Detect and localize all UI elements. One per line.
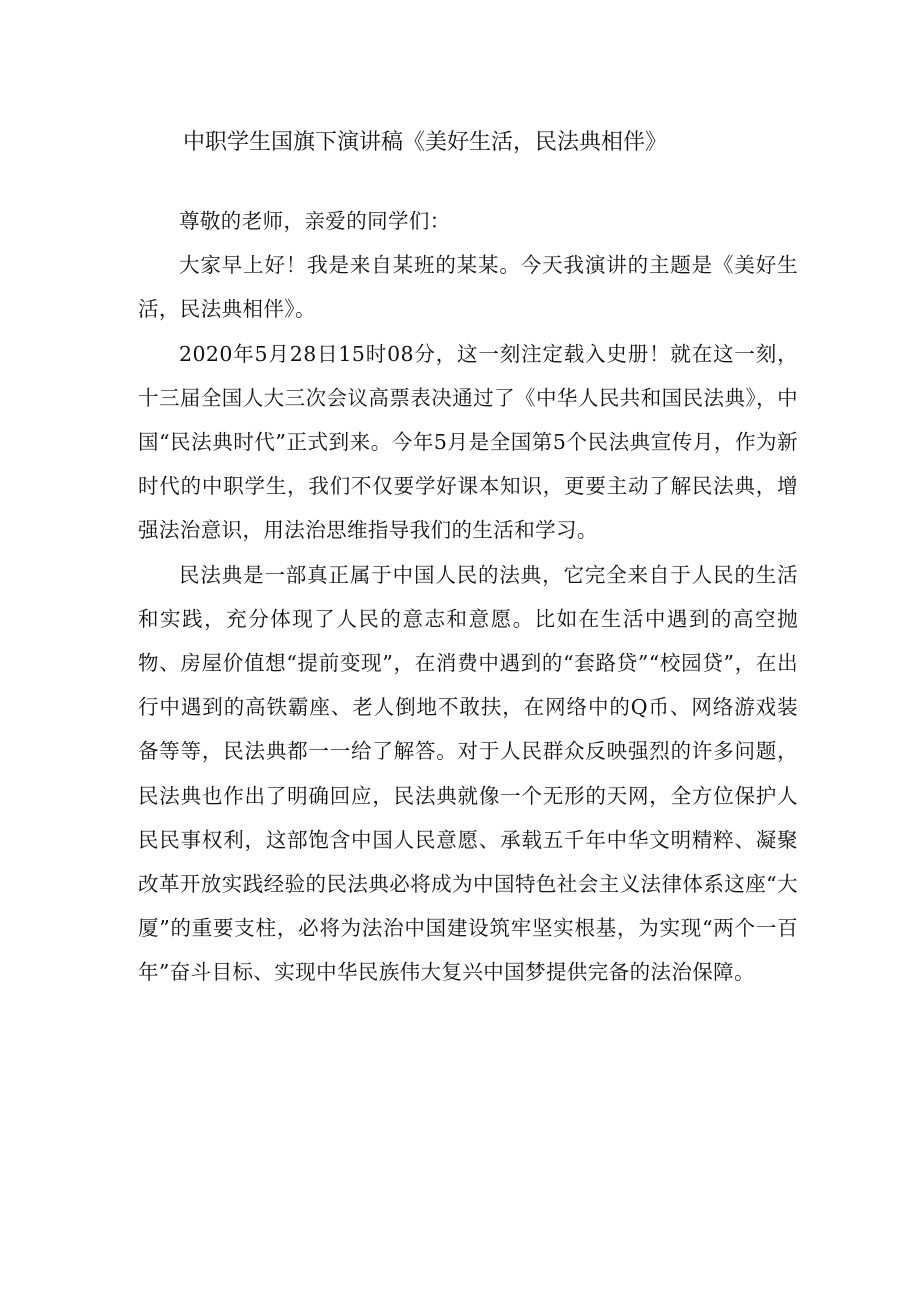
paragraph-intro: 大家早上好！我是来自某班的某某。今天我演讲的主题是《美好生活，民法典相伴》。 [138, 253, 798, 322]
paragraph-civil-code: 民法典是一部真正属于中国人民的法典，它完全来自于人民的生活和实践，充分体现了人民的意志和意愿。比如在生活中遇到的高空抛物、房屋价值想“提前变现”，在消费中遇到的“套路贷”“校园贷”，在出行中遇到的高铁霸座、老人倒地不敢扶，在网络中的Q币、网络游戏装备等等，民法典都一一给了解答。对于人民群众反映强烈的许多问题，民法典也作出了明确回应，民法典就像一个无形的天网，全方位保护人民民事权利，这部饱含中国人民意愿、承载五千年中华文明精粹、凝聚改革开放实践经验的民法典必将成为中国特色社会主义法律体系这座“大厦”的重要支柱，必将为法治中国建设筑牢坚实根基，为实现“两个一百年”奋斗目标、实现中华民族伟大复兴中国梦提供完备的法治保障。 [138, 562, 798, 985]
paragraph-greeting: 尊敬的老师，亲爱的同学们： [179, 209, 451, 233]
paragraph-date: 2020年5月28日15时08分，这一刻注定载入史册！就在这一刻，十三届全国人大三次会议高票表决通过了《中华人民共和国民法典》，中国“民法典时代”正式到来。今年5月是全国第5个民法典宣传月，作为新时代的中职学生，我们不仅要学好课本知识，更要主动了解民法典，增强法治意识，用法治思维指导我们的生活和学习。 [138, 341, 798, 543]
document-title: 中职学生国旗下演讲稿《美好生活，民法典相伴》 [183, 130, 668, 155]
document-body [138, 199, 798, 995]
